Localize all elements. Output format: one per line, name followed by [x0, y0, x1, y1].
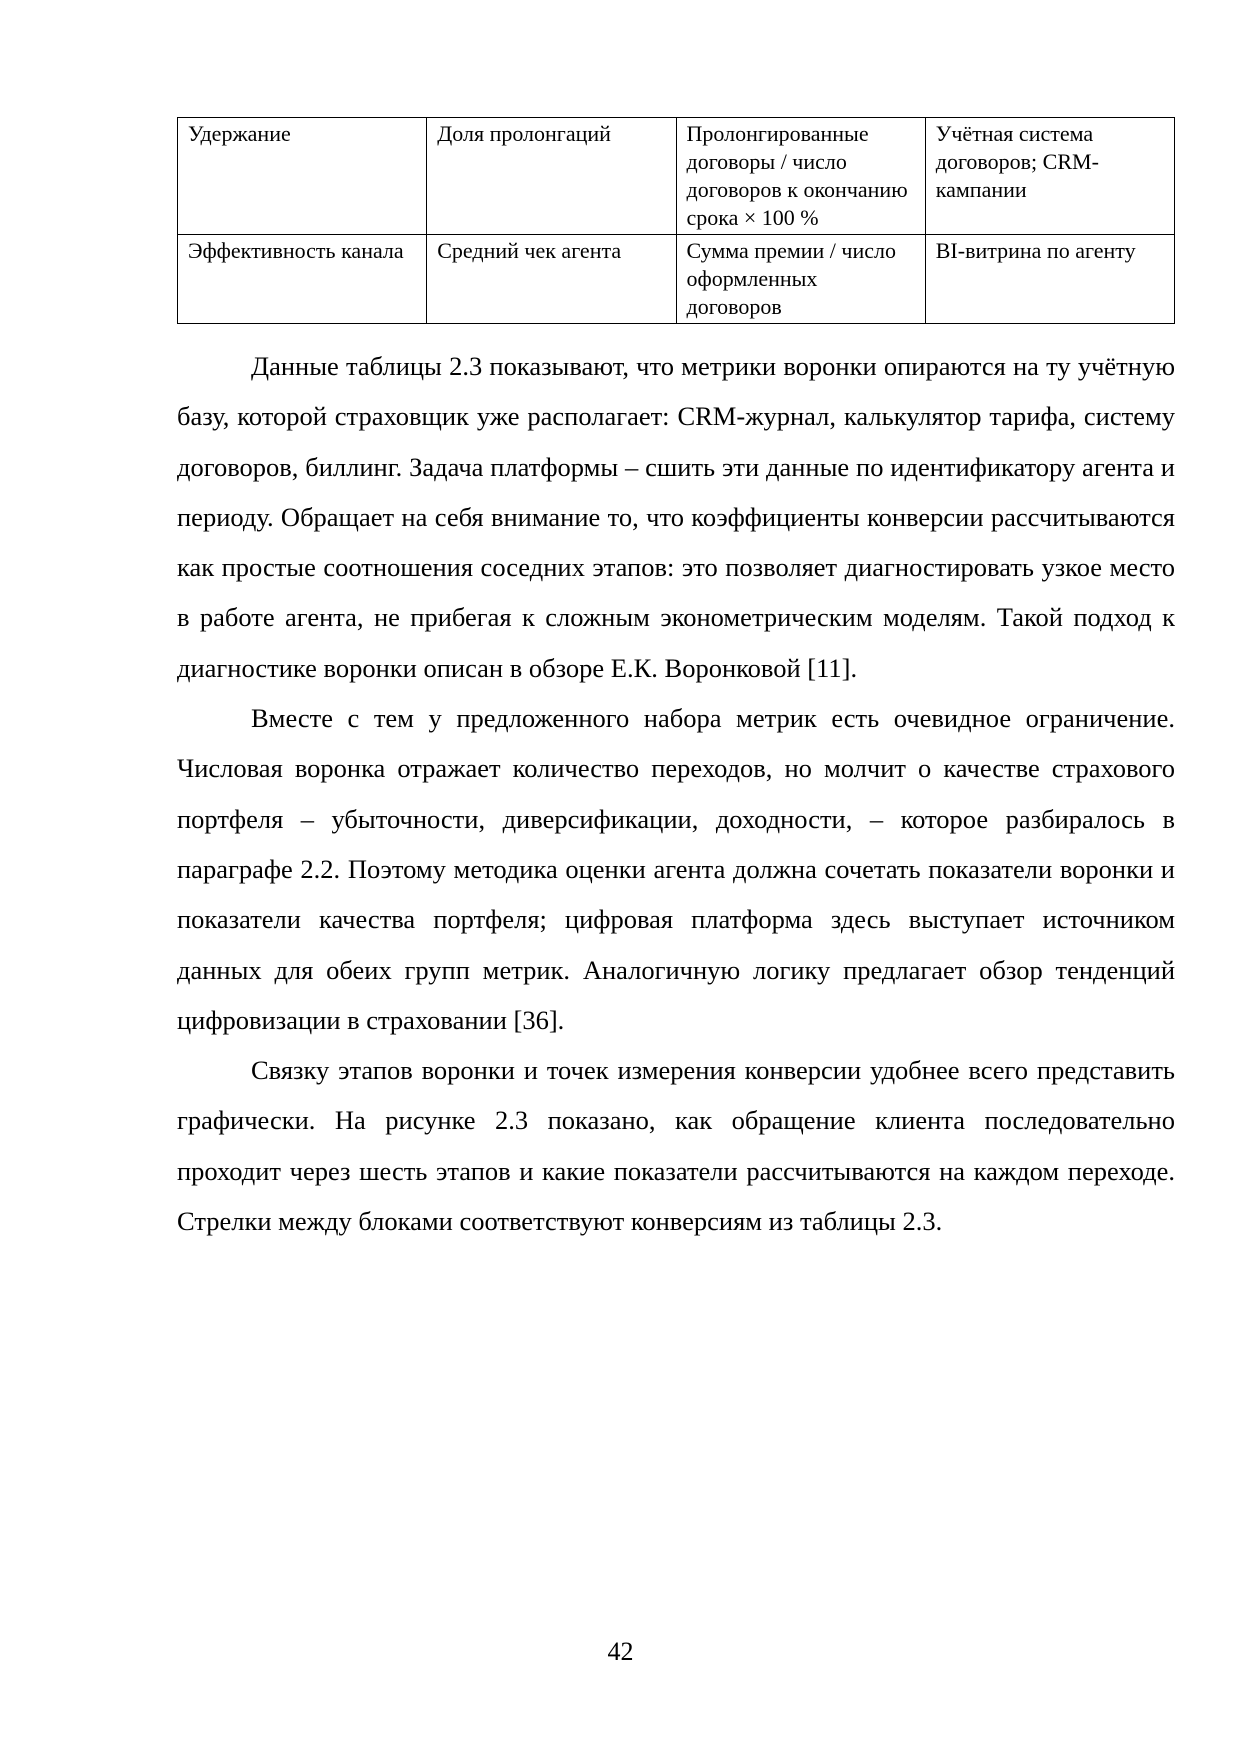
- table-row: [178, 118, 1175, 235]
- table-cell-metric-group: Эффективность канала: [178, 235, 427, 324]
- table-cell-formula: Сумма премии / число оформленных договоров: [676, 235, 925, 324]
- body-text: [177, 341, 1175, 1246]
- table-cell-metric: Доля пролонгаций: [427, 118, 676, 235]
- table-cell-metric: Средний чек агента: [427, 235, 676, 324]
- table-cell-source: Учётная система договоров; CRM-кампании: [925, 118, 1174, 235]
- table-cell-formula: Пролонгированные договоры / число договоров к окончанию срока × 100 %: [676, 118, 925, 235]
- table-cell-metric-group: Удержание: [178, 118, 427, 235]
- paragraph: Вместе с тем у предложенного набора метрик есть очевидное ограничение. Числовая воронка отражает количество переходов, но молчит о качестве страхового портфеля – убыточности, диверсификации, доходности, – которое разбиралось в параграфе 2.2. Поэтому методика оценки агента должна сочетать показатели воронки и показатели качества портфеля; цифровая платформа здесь выступает источником данных для обеих групп метрик. Аналогичную логику предлагает обзор тенденций цифровизации в страховании [36].: [177, 703, 1175, 1035]
- table-row: [178, 235, 1175, 324]
- paragraph: Связку этапов воронки и точек измерения конверсии удобнее всего представить графически. На рисунке 2.3 показано, как обращение клиента последовательно проходит через шесть этапов и какие показатели рассчитываются на каждом переходе. Стрелки между блоками соответствуют конверсиям из таблицы 2.3.: [177, 1055, 1175, 1237]
- metrics-table: [177, 117, 1175, 324]
- page-number: 42: [607, 1637, 634, 1666]
- table-cell-source: BI-витрина по агенту: [925, 235, 1174, 324]
- paragraph: Данные таблицы 2.3 показывают, что метрики воронки опираются на ту учётную базу, которой страховщик уже располагает: CRM-журнал, калькулятор тарифа, систему договоров, биллинг. Задача платформы – сшить эти данные по идентификатору агента и периоду. Обращает на себя внимание то, что коэффициенты конверсии рассчитываются как простые соотношения соседних этапов: это позволяет диагностировать узкое место в работе агента, не прибегая к сложным эконометрическим моделям. Такой подход к диагностике воронки описан в обзоре Е.К. Воронковой [11].: [177, 351, 1175, 683]
